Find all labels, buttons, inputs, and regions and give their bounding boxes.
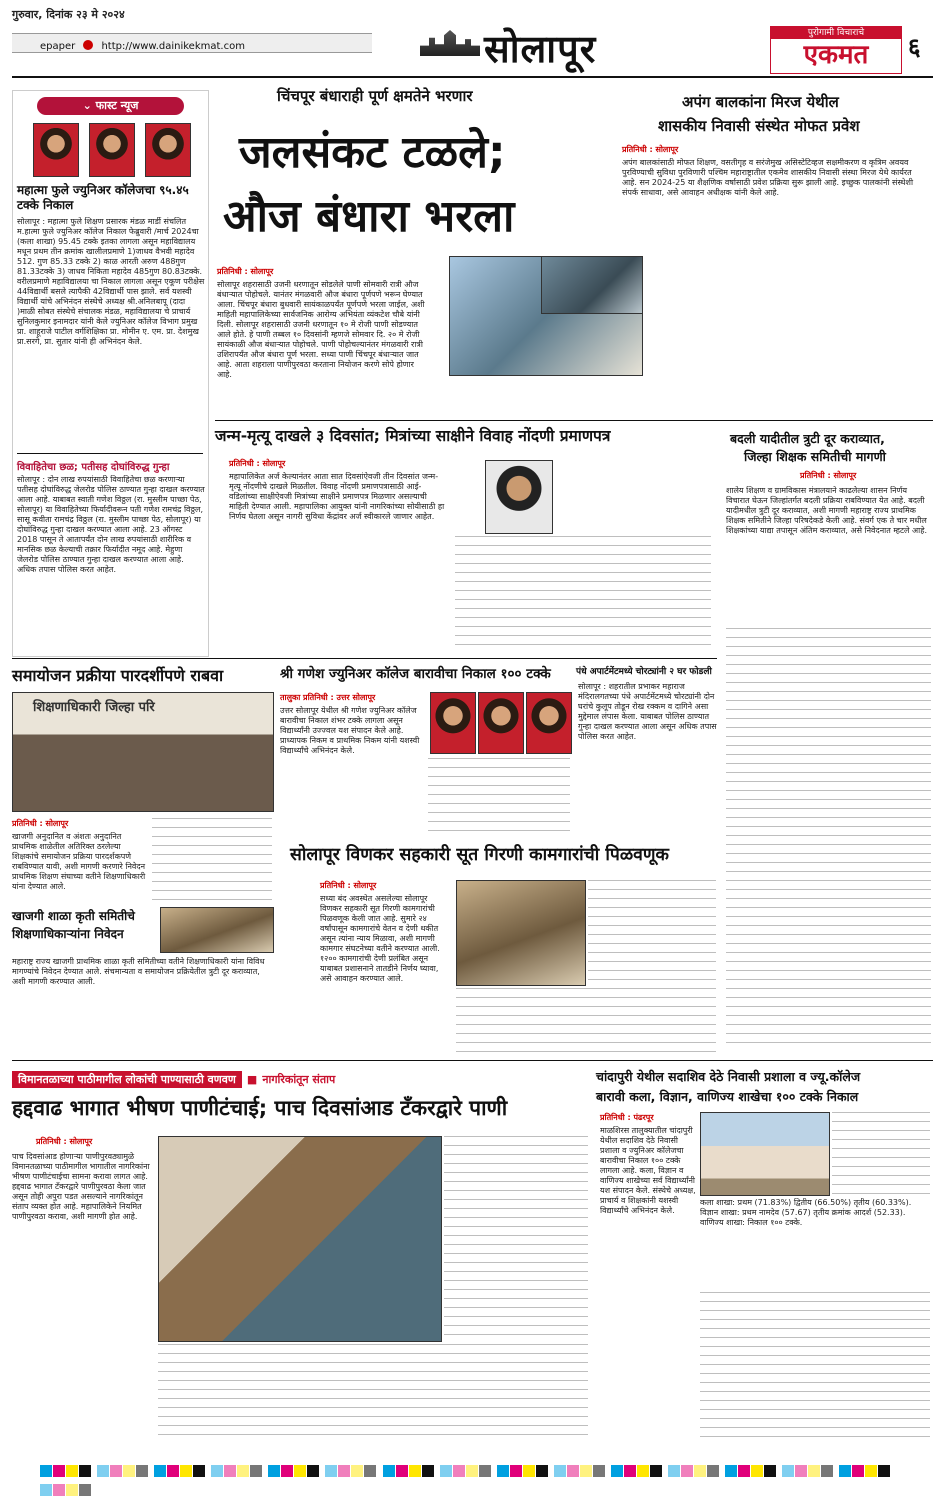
badli-body-continued	[726, 628, 931, 1048]
samayojan-story	[12, 662, 272, 902]
lead-headline-line1: जलसंकट टळले;	[239, 127, 506, 178]
vinkar-story	[280, 842, 718, 1054]
chevron-down-icon: ⌄	[82, 99, 96, 112]
apang-headline-line1: अपंग बालकांना मिरज येथील	[682, 93, 839, 111]
globe-icon	[83, 40, 93, 50]
pani-story	[12, 1064, 590, 1444]
lead-body: सोलापूर शहरासाठी उजनी धरणातून सोडलेले पाणी सोमवारी रात्री औज बंधाऱ्यात पोहोचले. यानंतर मंगळवारी औज बंधारा पूर्णपणे भरून घेण्यात आला. चिंचपूर बंधारा बुधवारी सायंकाळपर्यंत पूर्णपणे भरला जाईल, अशी माहिती महापालिकेच्या सार्वजनिक आरोग्य अभियंता व्यंकटेश चौबे यांनी दिली. सोलापूर शहरासाठी उजनी धरणातून १० मे रोजी पाणी सोडण्यात आले होते. हे पाणी तब्बल १० दिवसांनी म्हणजे सोमवार दि. २० मे रोजी सायंकाळी औज बंधाऱ्यात पोहोचले. पाणी पोहोचल्यानंतर मंगळवारी रात्री उशिरापर्यंत औज बंधारा पूर्ण भरला. सध्या पाणी चिंचपूर बंधाऱ्यात जात आहे. आता शहराला पाणीपुरवठा करताना नियोजन करणे सोपे होणार आहे.	[217, 280, 425, 379]
janma-body: महापालिकेत अर्ज केल्यानंतर आता सात दिवसांऐवजी तीन दिवसांत जन्म-मृत्यू नोंदणीचे दाखले मिळतील. विवाह नोंदणी प्रमाणपत्रासाठी आई-वडिलांच्या साक्षीऐवजी मित्रांच्या साक्षीने प्रमाणपत्र मिळणार असल्याची माहिती देण्यात आली. महापालिका आयुक्त यांनी नागरिकांच्या सोयीसाठी हा निर्णय घेतला असून नागरी सुविधा केंद्रांवर अर्ज स्वीकारले जाणार आहेत.	[229, 472, 445, 521]
student-photo-1	[33, 123, 79, 177]
ganesh-body-columns	[428, 758, 570, 836]
chandapuri-story	[596, 1064, 933, 1444]
issue-date: गुरुवार, दिनांक २३ मे २०२४	[12, 8, 125, 21]
vinkar-body-columns	[456, 988, 716, 1052]
khajgi-story	[12, 905, 272, 1053]
vinkar-body: सध्या बंद अवस्थेत असलेल्या सोलापूर विणकर सहकारी सूत गिरणी कामगारांची पिळवणूक केली जात आहे. सुमारे २४ वर्षांपासून कामगारांचे वेतन व देणी थकीत असून त्यांना न्याय मिळावा, अशी मागणी कामगार संघटनेच्या वतीने करण्यात आली. १२०० कामगारांची देणी प्रलंबित असून याबाबत प्रशासनाने तातडीने निर्णय घ्यावा, असे आवाहन करण्यात आले.	[320, 894, 440, 983]
school-building-photo	[700, 1112, 830, 1196]
samayojan-photo	[12, 692, 274, 812]
vinkar-byline: प्रतिनिधी : सोलापूर	[320, 881, 377, 890]
khajgi-headline-line2: शिक्षणाधिकाऱ्यांना निवेदन	[12, 927, 124, 941]
chandapuri-body-columns	[700, 1292, 930, 1438]
ganesh-headline: श्री गणेश ज्युनिअर कॉलेज बारावीचा निकाल १०० टक्के	[280, 666, 551, 682]
pani-kicker	[12, 1068, 590, 1088]
badli-story	[722, 424, 933, 1054]
lead-story	[215, 78, 647, 420]
fast-news-headline-1: महात्मा फुले ज्युनिअर कॉलेजचा ९५.४५ टक्के निकाल	[17, 183, 189, 212]
ganesh-student-photo-2	[478, 692, 524, 754]
city-title: सोलापूर	[484, 27, 597, 71]
badli-headline-line2: जिल्हा शिक्षक समितीची मागणी	[744, 449, 886, 464]
lead-kicker: चिंचपूर बंधाराही पूर्ण क्षमतेने भरणार	[277, 87, 473, 105]
apang-byline: प्रतिनिधी : सोलापूर	[622, 145, 679, 154]
vinkar-headline: सोलापूर विणकर सहकारी सूत गिरणी कामगारांची पिळवणूक	[290, 845, 669, 865]
samayojan-body: खाजगी अनुदानित व अंशतः अनुदानित प्राथमिक शाळेतील अतिरिक्त ठरलेल्या शिक्षकांचे समायोजन प्रक्रिया पारदर्शकपणे राबविण्यात यावी, अशी मागणी करणारे निवेदन प्राथमिक शिक्षण संघाच्या वतीने शिक्षणाधिकारी यांना देण्यात आले.	[12, 832, 146, 891]
brand-name: एकमत	[803, 40, 869, 70]
samayojan-headline: समायोजन प्रक्रीया पारदर्शीपणे राबवा	[12, 666, 224, 685]
chori-story	[578, 662, 718, 838]
chandapuri-body-right	[832, 1112, 930, 1194]
vinkar-body-right	[588, 880, 716, 984]
city-skyline-logo	[420, 30, 480, 56]
apang-body: अपंग बालकांसाठी मोफत शिक्षण, वसतीगृह व सरंजेमुख असिस्टेटिव्हज सक्षमीकरण व कृत्रिम अवयव पुरविण्याची सुविधा पुरविणारी पश्चिम महाराष्ट्रातील एकमेव शासकीय निवासी संस्था मिरज येथे कार्यरत आहे. सन 2024-25 या शैक्षणिक वर्षासाठी प्रवेश प्रक्रिया सुरू झाली आहे. इच्छुक पालकांनी संस्थेशी संपर्क साधावा, असे आवाहन अधीक्षक यांनी केले आहे.	[622, 158, 914, 197]
fast-news-label: ⌄ फास्ट न्यूज	[37, 97, 184, 115]
divider	[12, 658, 717, 659]
masthead	[0, 0, 945, 78]
chandapuri-body: माळशिरस तालुक्यातील चांदापुरी येथील सदाशिव देठे निवासी प्रशाला व ज्युनिअर कॉलेजचा बारावीचा निकाल १०० टक्के लागला आहे. कला, विज्ञान व वाणिज्य शाखेच्या सर्व विद्यार्थ्यांनी यश संपादन केले. संस्थेचे अध्यक्ष, प्राचार्य व शिक्षकांनी यशस्वी विद्यार्थ्यांचे अभिनंदन केले.	[600, 1126, 696, 1215]
ganesh-student-photo-3	[526, 692, 572, 754]
apang-story	[622, 80, 933, 420]
badli-body: शालेय शिक्षण व ग्रामविकास मंत्रालयाने काढलेल्या शासन निर्णय विचारात घेऊन जिल्हांतर्गत बदली प्रक्रिया राबविण्यात येत आहे. बदली यादीमधील त्रुटी दूर कराव्यात, अशी मागणी महाराष्ट्र राज्य प्राथमिक शिक्षक समितीने जिल्हा परिषदेकडे केली आहे. संवर्ग एक ते चार मधील शिक्षकांच्या याद्या तपासून अंतिम कराव्यात, असे निवेदनात म्हटले आहे.	[726, 486, 927, 535]
ganesh-story	[280, 662, 572, 838]
badli-byline: प्रतिनिधी : सोलापूर	[800, 471, 857, 480]
pani-kicker-right: नागरिकांतून संताप	[262, 1073, 336, 1086]
khajgi-photo	[160, 907, 274, 953]
samayojan-byline: प्रतिनिधी : सोलापूर	[12, 819, 69, 828]
janma-byline: प्रतिनिधी : सोलापूर	[229, 459, 286, 468]
fast-news-body-2: सोलापूर : दोन लाख रुपयांसाठी विवाहितेचा छळ करणाऱ्या पतीसह दोघांविरुद्ध जेलरोड पोलिस ठाण्यात गुन्हा दाखल करण्यात आला आहे. याबाबत स्वाती गणेश विठ्ठल (रा. मुस्लीम पाच्छा पेठ, सोलापूर) या विवाहितेच्या फिर्यादीवरून पती गणेश रामचंद्र विठ्ठल, सासू कवीता रामचंद्र विठ्ठल (रा. मुस्लीम पाच्छा पेठ, सोलापूर) या दोघांविरुद्ध गुन्हा दाखल करण्यात आला आहे. 23 ऑगस्ट 2018 पासून ते आतापर्यंत दोन लाख रुपयांसाठी शारीरिक व मानसिक छळ केल्याची तक्रार फिर्यादीत नमूद आहे. मेहुणा जेलरोड पोलिस ठाण्यात गुन्हा दाखल करण्यात आला आहे. अधिक तपास पोलिस करत आहेत.	[17, 475, 205, 574]
brand-box	[770, 26, 902, 74]
print-color-bar	[40, 1462, 905, 1478]
website-link[interactable]: http://www.dainikekmat.com	[101, 41, 245, 52]
bullet-icon: ■	[246, 1073, 258, 1086]
ganesh-body: उत्तर सोलापूर येथील श्री गणेश ज्युनिअर कॉलेज बारावीचा निकाल शंभर टक्के लागला असून विद्यार्थ्यांनी उज्ज्वल यश संपादन केले आहे. प्राध्यापक निकम व प्राथमिक निकम यांनी यशस्वी विद्यार्थ्यांचे अभिनंदन केले.	[280, 706, 420, 755]
brand-tagline: पुरोगामी विचाराचे	[771, 27, 901, 39]
lead-headline-line2: औज बंधारा भरला	[223, 191, 515, 242]
lead-byline: प्रतिनिधी : सोलापूर	[217, 267, 274, 276]
photo-caption-sign: शिक्षणाधिकारी जिल्हा परि	[33, 700, 155, 715]
chandapuri-results: कला शाखा: प्रथम (71.83%) द्वितीय (66.50%) तृतीय (60.33%). विज्ञान शाखा: प्रथम नामदेव (57.67) तृतीय क्रमांक आदर्श (52.33). वाणिज्य शाखा: निकाल १०० टक्के.	[700, 1198, 912, 1227]
ganesh-byline: तालुका प्रतिनिधी : उत्तर सोलापूर	[280, 693, 376, 702]
chori-headline: पंधे अपार्टमेंटमध्ये चोरट्यांनी २ घर फोडली	[576, 667, 712, 677]
fast-news-headline-2: विवाहितेचा छळ; पतीसह दोघांविरुद्ध गुन्हा	[17, 462, 170, 473]
divider	[17, 453, 203, 454]
divider	[215, 420, 933, 421]
vinkar-workers-photo	[456, 880, 586, 986]
divider	[12, 1060, 933, 1061]
ganesh-student-photo-1	[430, 692, 476, 754]
epaper-bar	[12, 33, 372, 53]
badli-headline-line1: बदली यादीतील त्रुटी दूर कराव्यात,	[730, 431, 885, 446]
pani-kicker-left: विमानतळाच्या पाठीमागील लोकांची पाण्यासाठी वणवण	[12, 1071, 242, 1088]
janma-story	[215, 424, 715, 652]
chori-body: सोलापूर : शहरातील प्रभाकर महाराज मंदिरालगतच्या पंधे अपार्टमेंटमध्ये चोरट्यांनी दोन घरांचे कुलूप तोडून रोख रक्कम व दागिने असा मुद्देमाल लंपास केला. याबाबत पोलिस ठाण्यात गुन्हा दाखल करण्यात आला असून अधिक तपास पोलिस करत आहेत.	[578, 682, 717, 741]
pani-water-photo	[158, 1136, 442, 1342]
janma-headline: जन्म-मृत्यू दाखले ३ दिवसांत; मित्रांच्या साक्षीने विवाह नोंदणी प्रमाणपत्र	[215, 427, 611, 445]
official-portrait	[485, 460, 553, 534]
pani-body: पाच दिवसांआड होणाऱ्या पाणीपुरवठ्यामुळे विमानतळाच्या पाठीमागील भागातील नागरिकांना भीषण पाणीटंचाईचा सामना करावा लागत आहे. हद्दवाढ भागात टँकरद्वारे पाणीपुरवठा केला जात असून तोही अपुरा पडत असल्याने नागरिकांतून संताप व्यक्त होत आहे. महापालिकेने नियमित पाणीपुरवठा करावा, अशी मागणी होत आहे.	[12, 1152, 150, 1221]
fast-news-body-1: सोलापूर : महात्मा फुले शिक्षण प्रसारक मंडळ मार्डी संचलित म.हात्मा फुले ज्युनिअर कॉलेज निकाल फेब्रुवारी /मार्च 2024चा (कला शाखा) 95.45 टक्के इतका लागला असून महाविद्यालय मधून प्रथम तीन क्रमांक खालीलप्रमाणे 1)जाधव वैभवी महादेव 512. गुण 85.33 टक्के 2) काळ आरती अरुण 488गुण 81.33टक्के 3) जाधव निकिता महादेव 485गुण 80.83टक्के. वरीलप्रमाणे महाविद्यालया चा निकाल लागला असून एकूण परीक्षेस 44विद्यार्थी बसले त्यापैकी 42विद्यार्थी पास झाले. सर्व यशस्वी विद्यार्थी यांचे अभिनंदन संस्थेचे अध्यक्ष श्री.अनिलबापू (दादा )माळी सोबत संस्थेचे संचालक मंडळ, महाविद्यालया चे प्राचार्य सुनिलकुमार इनामदार यांनी केले ज्युनिअर कॉलेज विभाग प्रमुख प्रा. शाहूराजे पाटील वर्गशिक्षिका प्रा. मोमीन ए. एम. प्रा. देशमुख प्रा.सरगे, प्रा. सुतार यांनी ही अभिनंदन केले.	[17, 217, 205, 346]
student-photo-3	[145, 123, 191, 177]
samayojan-body-columns	[152, 818, 272, 900]
pani-headline: हद्दवाढ भागात भीषण पाणीटंचाई; पाच दिवसांआड टँकरद्वारे पाणी	[12, 1096, 508, 1120]
apang-headline-line2: शासकीय निवासी संस्थेत मोफत प्रवेश	[658, 117, 860, 135]
student-photo-2	[89, 123, 135, 177]
chandapuri-byline: प्रतिनिधी : पंढरपूर	[600, 1113, 654, 1122]
chandapuri-headline-line1: चांदापुरी येथील सदाशिव देठे निवासी प्रशाला व ज्यू.कॉलेज	[596, 1069, 861, 1084]
janma-body-columns	[455, 536, 711, 646]
pani-body-columns	[158, 1344, 588, 1440]
pani-body-right	[444, 1136, 588, 1340]
chandapuri-headline-line2: बारावी कला, विज्ञान, वाणिज्य शाखेचा १०० टक्के निकाल	[596, 1089, 859, 1104]
page-number: ६	[908, 33, 921, 61]
fast-news-column	[12, 90, 209, 657]
pani-byline: प्रतिनिधी : सोलापूर	[36, 1137, 93, 1146]
khajgi-body: महाराष्ट्र राज्य खाजगी प्राथमिक शाळा कृती समितीच्या वतीने शिक्षणाधिकारी यांना विविध मागण्यांचे निवेदन देण्यात आले. संचमान्यता व समायोजन प्रक्रियेतील त्रुटी दूर कराव्यात, अशी मागणी करण्यात आली.	[12, 957, 265, 986]
khajgi-headline-line1: खाजगी शाळा कृती समितीचे	[12, 909, 135, 923]
epaper-label: epaper	[40, 41, 76, 52]
